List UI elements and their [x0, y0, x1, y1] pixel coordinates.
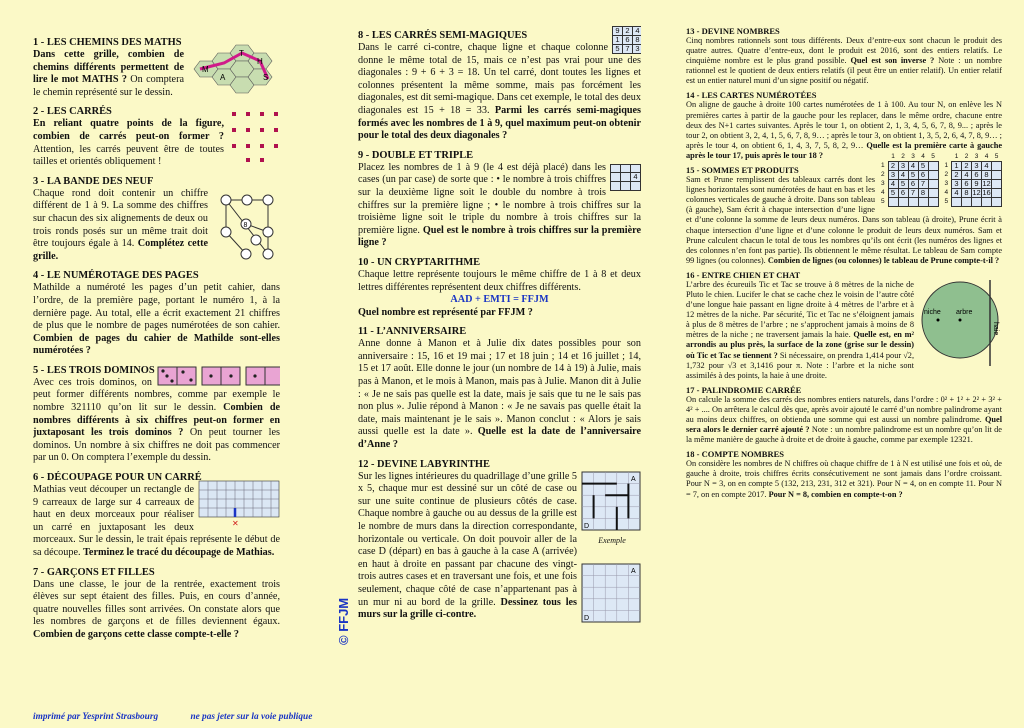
haie-label: haie	[992, 321, 999, 336]
problem-2-note: Attention, les carrés peuvent être de toutes tailles et orientés obliquement !	[33, 143, 224, 168]
hex-letter-t: T	[239, 49, 244, 58]
problem-18-text: On considère les nombres de N chiffres où chaque chiffre de 1 à N est utilisé une fois et où, de gauche à droite, trois chiffres écrits consécutivement ne sont jamais dans l’ordre croissant. Pour N = 3, on en compte 5 (132, 213, 231, 312 et 321). Pour N = 4, on en compte 11. Pour N = 7, on en compte 2017.	[686, 459, 1002, 499]
svg-text:8: 8	[243, 221, 248, 229]
problem-10-question: Quel nombre est représenté par FFJM ?	[358, 306, 533, 318]
problem-4-text: Mathilde a numéroté les pages d’un petit cahier, dans l’ordre, de la première page, portant le numéro 1, à la dernière page. Au total, elle a écrit exactement 21 chiffres de plus que le nombre de pages numérotées de son cahier.	[33, 282, 280, 332]
problem-10-title: 10 - UN CRYPTARITHME	[358, 256, 481, 268]
niche-label: niche	[924, 308, 941, 316]
problem-17-title: 17 - PALINDROMIE CARRÉE	[686, 384, 802, 395]
problem-6-question: Terminez le tracé du découpage de Mathias.	[83, 547, 275, 558]
litter-notice: ne pas jeter sur la voie publique	[190, 712, 313, 722]
problem-17-text: On calcule la somme des carrés des nombres entiers naturels, dans l’ordre : 0² + 1² + 2² + 3² + 4² + .... On arrêtera le calcul dès que, après avoir ajouté le carré d’un nombre palindrome ayant au moins deux chiffres, on obtienda une somme qui est aussi un nombre palindrome.	[686, 394, 1002, 424]
problem-8-question: Parmi les carrés semi-magiques formés avec les nombres de 1 à 9, quel maximum peut-on obtenir pour le total des deux diagonales ?	[358, 104, 641, 142]
problem-4-title: 4 - LE NUMÉROTAGE DES PAGES	[33, 270, 199, 282]
problem-12-question: Dessinez tous les murs sur la grille ci-contre.	[358, 596, 578, 621]
problem-13-text: Cinq nombres rationnels sont tous différents. Deux d’entre-eux sont chacun le produit des quatre autres. Quatre d’entre-eux, dont le produit est 2016, sont des entiers relatifs. Le cinquième nombre est le plus grand possible.	[686, 36, 1002, 66]
ffjm-copyright: © FFJM	[336, 597, 351, 645]
problem-1-question: Dans cette grille, combien de chemins différents permettent de lire le mot MATHS ?	[33, 49, 184, 86]
problem-17-question: Quel sera alors le dernier carré ajouté ?	[686, 415, 1002, 435]
problem-9-text: Placez les nombres de 1 à 9 (le 4 est déjà placé) dans les cases (un par case) de sorte que : • le nombre à trois chiffres sur la deuxième ligne soit le double du nombre à trois chiffres sur la première ligne ; • le nombre à trois chiffres sur la troisième ligne soit le triple du nombre à trois chiffres sur la première ligne.	[358, 161, 641, 236]
problem-12-text: Sur les lignes intérieures du quadrillage d’une grille 5 x 5, chaque mur est dessiné sur un côté de case ou sur une suite continue de plusieurs côtés de case. Chaque nombre à gauche ou au dessus de la grille est le nombre de murs dans la direction correspondante, horizontale ou verticale. On doit pouvoir aller de la case D (départ) en bas à gauche à la case A (arrivée) en haut à droite en passant par chacune des vingt-trois autres cases et en traversant une fois, et une fois seulement, chaque côté de case n’appartenant pas à un mur ni au bord de la grille.	[358, 470, 577, 608]
labyrinth-figures	[581, 471, 641, 628]
problem-3-title: 3 - LA BANDE DES NEUF	[33, 175, 154, 187]
footer	[33, 712, 342, 722]
problem-8-text: Dans le carré ci-contre, chaque ligne et chaque colonne donne le même total de 15, mais ce n’est pas vrai pour une des diagonales : 9 + 6 + 3 = 18. Un tel carré, dont toutes les lignes et colonnes présentent la même somme, mais pas forcément les diagonales, est dit semi-magique. Dans cet exemple, le total des deux diagonales est 15 + 18 = 33.	[358, 42, 641, 116]
problem-10-text: Chaque lettre représente toujours le même chiffre de 1 à 8 et deux lettres différentes représentent deux chiffres différents.	[358, 268, 641, 293]
sum-product-tables	[878, 153, 1002, 207]
problem-15-question: Combien de lignes (ou colonnes) le tableau de Prune compte-t-il ?	[767, 255, 1000, 265]
problem-18-title: 18 - COMPTE NOMBRES	[686, 449, 784, 460]
problem-7-question: Combien de garçons cette classe compte-t-elle ?	[33, 628, 239, 640]
printer-credit: imprimé par Yesprint Strasbourg	[33, 712, 159, 722]
problem-5-note: On peut tourner les dominos. Un nombre à six chiffres ne doit pas commencer par un 0. On comptera l’exemple du dessin.	[33, 427, 280, 464]
problem-3-text: Chaque rond doit contenir un chiffre différent de 1 à 9. La somme des chiffres sur chacun des six alignements de deux ou trois ronds posés sur un même trait doit être toujours égale à 14.	[33, 187, 208, 250]
dog-cat-figure	[918, 280, 1002, 366]
band-of-nine-figure	[212, 188, 280, 270]
dots-grid-figure	[228, 106, 280, 166]
problem-3-question: Complétez cette grille.	[33, 238, 209, 262]
problem-13-question: Quel est son inverse ?	[850, 56, 935, 66]
labyrinth-grid	[581, 563, 641, 623]
svg-text:D: D	[584, 614, 590, 622]
problem-2-question: En reliant quatre points de la figure, combien de carrés peut-on former ?	[33, 118, 224, 142]
problem-18-question: Pour N = 8, combien en compte-t-on ?	[768, 489, 903, 499]
problem-7-title: 7 - GARÇONS ET FILLES	[33, 566, 155, 578]
double-triple-grid	[610, 164, 641, 191]
problem-11-question: Quelle est la date de l’anniversaire d’Anne ?	[358, 426, 641, 451]
problem-14-text: On aligne de gauche à droite 100 cartes numérotées de 1 à 100. Au tour N, on enlève les N premières cartes à partir de la gauche pour les replacer, dans le même ordre, chacune entre deux des N+1 cartes suivantes. Après le tour 1, on obtient 2, 1, 3, 4, 5, 6, 7, 8, 9... ; après le tour 2, on obtient 3, 2, 4, 1, 5, 6, 7, 8, 9… ; après le tour 3, on obtient 1, 3, 5, 2, 6, 4, 7, 8, 9… ; après le tour 4, on obtient 6, 1, 4, 3, 7, 5, 8, 2, 9…	[686, 100, 1002, 150]
problem-2-title: 2 - LES CARRÉS	[33, 106, 112, 118]
problem-16-question: Quelle est, en m² arrondis au plus près, la surface de la zone (grise sur le dessin) où Tic et Tac se tiennent ?	[686, 330, 914, 360]
cut-rectangle-figure	[198, 480, 280, 528]
problem-9-question: Quel est le nombre à trois chiffres sur la première ligne ?	[358, 224, 641, 249]
semi-magic-square: 9 2 4 1 6 8 5 7 3	[612, 26, 641, 54]
labyrinth-example	[581, 471, 641, 531]
problem-8-title: 8 - LES CARRÉS SEMI-MAGIQUES	[358, 30, 528, 41]
hex-letter-h: H	[257, 57, 263, 66]
dominoes-figure	[156, 365, 280, 387]
problem-5-question: Combien de nombres différents à six chiffres peut-on former en juxtaposant les trois dominos ?	[33, 402, 280, 439]
svg-text:✕: ✕	[232, 519, 239, 529]
column-1	[33, 0, 280, 728]
given-four: 4	[631, 173, 641, 182]
problem-6-text: Mathias veut découper un rectangle de 9 carreaux de large sur 4 carreaux de haut en deux morceaux pour réaliser un carré en juxtaposant les deux morceaux. Sur le dessin, le trait épais représente le début de sa découpe.	[33, 484, 280, 558]
problem-15-text: Sam et Prune remplissent des tableaux carrés dont les lignes horizontales sont numérotées de haut en bas et les colonnes verticales de gauche à droite. Dans son tableau (à gauche), Sam écrit à chaque intersection d’une ligne et d’une colonne la somme de leurs deux numéros. Dans son tableau (à droite), Prune écrit à chaque intersection d’une ligne et d’une colonne le produit de leurs deux numéros. Sam et Prune calculent chacun le total de tous les nombres qu’ils ont écrit (les numéros des lignes et des colonnes n’en font pas partie). Ils obtiennent le même résultat. Le tableau de Sam compte 99 lignes (ou colonnes).	[686, 175, 1002, 265]
problem-4-question: Combien de pages du cahier de Mathilde sont-elles numérotées ?	[33, 332, 280, 357]
cryptarithm: AAD + EMTI = FFJM	[450, 294, 549, 306]
example-caption: Exemple	[598, 535, 626, 545]
svg-text:A: A	[631, 567, 636, 575]
problem-16-title: 16 - ENTRE CHIEN ET CHAT	[686, 269, 801, 280]
hex-letter-s: S	[263, 73, 269, 82]
problem-16-text: L’arbre des écureuils Tic et Tac se trouve à 8 mètres de la niche de Pluto le chien. Lucifer le chat se cache chez le voisin de l’autre côté d’une longue haie passant en ligne droite à 4 mètres de l’arbre et à 12 mètres de la niche. Par sécurité, Tic et Tac ne s’éloignent jamais à plus de 8 mètres de l’arbre ; ne s’approchent jamais à moins de 8 mètres de la niche ; ne traversent jamais la haie.	[686, 279, 914, 340]
problem-5-title: 5 - LES TROIS DOMINOS	[33, 364, 155, 376]
problem-14-question: Quelle est la première carte à gauche après le tour 17, puis après le tour 18 ?	[686, 140, 1002, 160]
problem-13-title: 13 - DEVINE NOMBRES	[686, 26, 780, 36]
problem-1-title: 1 - LES CHEMINS DES MATHS	[33, 37, 182, 48]
arbre-label: arbre	[956, 308, 973, 316]
problem-13-note: Note : un nombre rationnel est le quotient de deux entiers relatifs (il peut être un entier relatif). Un entier relatif est un entier naturel muni d’un signe positif ou négatif.	[686, 56, 1002, 86]
problem-6-title: 6 - DÉCOUPAGE POUR UN CARRÉ	[33, 472, 202, 484]
problem-17-note: Note : un nombre palindrome est un nombre qu’on lit de la même manière de gauche à droite et de droite à gauche, comme par exemple 12321.	[686, 425, 1002, 445]
problem-9-title: 9 - DOUBLE ET TRIPLE	[358, 149, 474, 161]
problem-7-text: Dans une classe, le jour de la rentrée, exactement trois élèves sur sept étaient des filles. Puis, en cours d’année, quatre nouvelles filles sont arrivées. On constate alors que les nombres de garçons et de filles deviennent égaux.	[33, 578, 280, 628]
problem-11-title: 11 - L’ANNIVERSAIRE	[358, 326, 467, 338]
hex-letter-a: A	[220, 73, 226, 82]
column-3	[686, 0, 1002, 728]
maths-hexagon-figure	[188, 39, 280, 99]
problem-12-title: 12 - DEVINE LABYRINTHE	[358, 458, 490, 470]
problem-5-text: Avec ces trois dominos, on peut former différents nombres, comme par exemple le nombre 321110 qu’on lit sur le dessin.	[33, 376, 280, 414]
problem-14-title: 14 - LES CARTES NUMÉROTÉES	[686, 90, 817, 101]
hex-letter-m: M	[202, 65, 209, 74]
problem-15-title: 15 - SOMMES ET PRODUITS	[686, 165, 799, 176]
svg-text:A: A	[631, 475, 636, 483]
problem-16-note: Si nécessaire, on prendra 1,414 pour √2, 1,732 pour √3 et 3,1416 pour π. Note : l’arbre et la niche sont assimilés à des points, la haie à une droite.	[686, 350, 915, 380]
prune-table: 1 2 3 4 5 1 1 2 3 4 2 2 4 6 8 3 3 6 9 12 4 4 8 12 16 5	[942, 153, 1003, 207]
svg-text:D: D	[584, 522, 590, 530]
sam-table: 1 2 3 4 5 1 2 3 4 5 2 3 4 5 6 3 4 5 6 7 4 5 6 7 8 5	[878, 153, 939, 207]
problem-11-text: Anne donne à Manon et à Julie dix dates possibles pour son anniversaire : 15, 16 et 19 mai ; 17 et 18 juin ; 14 et 16 juillet ; 14, 15 et 17 août. Elle donne le jour (un nombre de 14 à 19) à Julie, mais pas à Manon, et le mois à Manon, mais pas à Julie. Manon dit à Julie : « Je ne sais pas quelle est la date, mais je sais que tu ne le sais pas non plus ». Julie répond à Manon : « Je ne savais pas quelle était la date, mais maintenant je le sais ». Manon conclut : « Alors je sais aussi quelle est la date ».	[358, 338, 641, 438]
column-2	[358, 0, 641, 728]
problem-1-note: On comptera le chemin représenté sur le dessin.	[33, 74, 184, 98]
